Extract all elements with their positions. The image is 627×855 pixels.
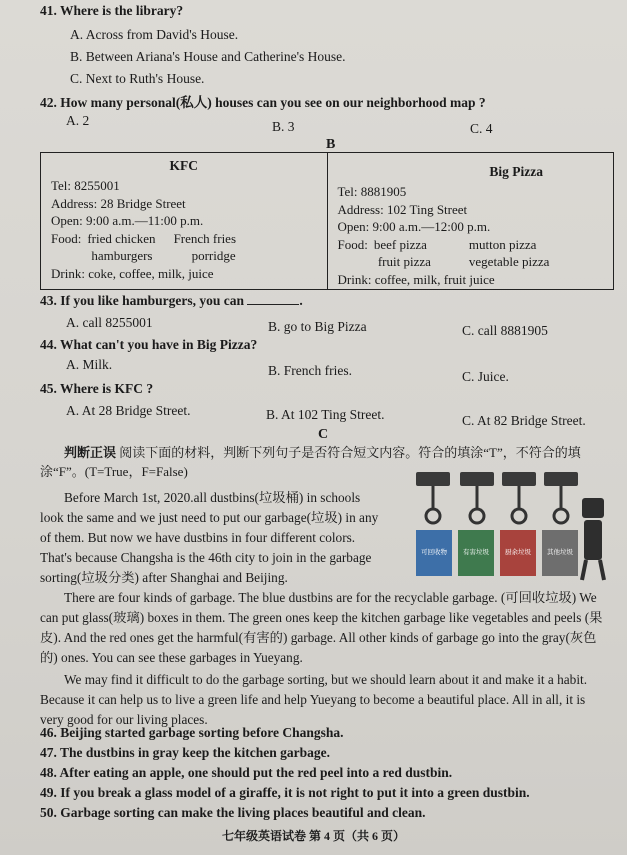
section-b-label: B	[326, 137, 336, 152]
question-50: 50. Garbage sorting can make the living places beautiful and clean.	[40, 805, 426, 820]
pizza-title: Big Pizza	[489, 164, 543, 179]
bin-label: 可回收物	[421, 548, 447, 556]
kfc-address: Address: 28 Bridge Street	[51, 195, 186, 211]
q43-option-c: C. call 8881905	[462, 323, 548, 338]
kfc-ad	[41, 153, 327, 289]
q41-option-a: A. Across from David's House.	[70, 27, 239, 42]
pizza-open: Open: 9:00 a.m.—12:00 p.m.	[337, 219, 491, 235]
paragraph-text: There are four kinds of garbage. The blue dustbins are for the recyclable garbage. (可回收垃圾) We can put glass(玻璃) boxes in them. The green ones keep the kitchen garbage like vegetables and peels (果皮). And the red ones get the harmful(有害的) garbage. All other kinds of garbage go into the gray(灰色的) ones. You can see these garbages in Yueyang.	[40, 590, 603, 665]
kfc-food-item: porridge	[191, 248, 236, 264]
paragraph-2	[40, 588, 605, 668]
q41-option-c: C. Next to Ruth's House.	[70, 71, 205, 86]
q43-option-a: A. call 8255001	[66, 315, 153, 330]
question-45: 45. Where is KFC ?	[40, 381, 154, 396]
bin-label: 有害垃圾	[463, 548, 489, 556]
question-49: 49. If you break a glass model of a giraffe, it is not right to put it into a green dustbin.	[40, 785, 530, 800]
dustbins-illustration	[412, 468, 608, 586]
kfc-food-item: hamburgers	[91, 248, 153, 264]
bin-red-icon	[500, 472, 536, 576]
question-48: 48. After eating an apple, one should put the red peel into a red dustbin.	[40, 765, 453, 780]
q44-option-a: A. Milk.	[66, 357, 113, 372]
pizza-food-label: Food:	[337, 236, 368, 252]
paragraph-line: of them. But now we have dustbins in four different colors.	[40, 529, 356, 545]
q41-option-b: B. Between Ariana's House and Catherine's House.	[70, 49, 346, 64]
pizza-ad	[327, 153, 614, 289]
q44-option-c: C. Juice.	[462, 369, 509, 384]
bin-blue-icon	[416, 472, 452, 576]
pizza-food-item: beef pizza	[373, 236, 427, 252]
kfc-food	[51, 230, 317, 265]
robot-mascot-icon	[582, 498, 604, 580]
q45-option-a: A. At 28 Bridge Street.	[66, 403, 191, 418]
bin-label: 厨余垃圾	[505, 548, 531, 556]
q43-option-b: B. go to Big Pizza	[268, 319, 367, 334]
kfc-open: Open: 9:00 a.m.—11:00 p.m.	[51, 213, 204, 229]
question-41: 41. Where is the library?	[40, 3, 184, 18]
pizza-food-item: fruit pizza	[377, 254, 431, 270]
bin-gray-icon	[542, 472, 578, 576]
q42-option-c: C. 4	[470, 121, 493, 136]
kfc-title: KFC	[169, 158, 198, 173]
pizza-food-item: vegetable pizza	[468, 254, 550, 270]
pizza-food-item: mutton pizza	[468, 236, 537, 252]
kfc-tel: Tel: 8255001	[51, 178, 120, 194]
paragraph-1	[40, 488, 410, 588]
kfc-food-item: French fries	[173, 230, 237, 246]
page-footer: 七年级英语试卷 第 4 页（共 6 页）	[221, 829, 405, 843]
question-44: 44. What can't you have in Big Pizza?	[40, 337, 258, 352]
paragraph-text: We may find it difficult to do the garbage sorting, but we should learn about it and make it a habit. Because it can help us to live a green life and help Yueyang to become a beautiful place. All in all, it is very good for our living places.	[40, 672, 588, 727]
q42-option-b: B. 3	[272, 119, 295, 134]
kfc-food-item: fried chicken	[87, 230, 156, 246]
q43-stem: 43. If you like hamburgers, you can	[40, 293, 245, 308]
instruction-text: 阅读下面的材料，判断下列句子是否符合短文内容。符合的填涂“T”，不符合的填涂“F”。(T=True，F=False)	[40, 445, 581, 479]
pizza-address: Address: 102 Ting Street	[337, 201, 468, 217]
question-42: 42. How many personal(私人) houses can you see on our neighborhood map ?	[40, 95, 486, 110]
instruction-heading: 判断正误	[64, 445, 117, 460]
answer-blank	[247, 294, 299, 305]
q44-option-b: B. French fries.	[268, 363, 352, 378]
q45-option-b: B. At 102 Ting Street.	[266, 407, 385, 422]
kfc-food-label: Food:	[51, 230, 82, 246]
kfc-drink: Drink: coke, coffee, milk, juice	[51, 265, 214, 281]
bin-label: 其他垃圾	[547, 548, 573, 556]
pizza-drink: Drink: coffee, milk, fruit juice	[337, 271, 495, 287]
bin-green-icon	[458, 472, 494, 576]
pizza-food	[338, 236, 604, 271]
paragraph-line: Before March 1st, 2020.all dustbins(垃圾桶) in schools	[64, 490, 361, 505]
section-c-label: C	[318, 427, 329, 442]
paragraph-line: look the same and we just need to put our garbage(垃圾) in any	[40, 509, 379, 525]
q42-option-a: A. 2	[66, 113, 90, 128]
paragraph-3	[40, 670, 605, 730]
q45-option-c: C. At 82 Bridge Street.	[462, 413, 586, 428]
paragraph-line: That's because Changsha is the 46th city to join in the garbage	[40, 549, 372, 565]
restaurant-ads-table	[40, 152, 614, 290]
paragraph-line: sorting(垃圾分类) after Shanghai and Beijing.	[40, 569, 288, 585]
pizza-tel: Tel: 8881905	[337, 184, 407, 200]
question-47: 47. The dustbins in gray keep the kitchen garbage.	[40, 745, 331, 760]
question-43: 43. If you like hamburgers, you can .	[40, 293, 303, 308]
question-46: 46. Beijing started garbage sorting before Changsha.	[40, 725, 344, 740]
